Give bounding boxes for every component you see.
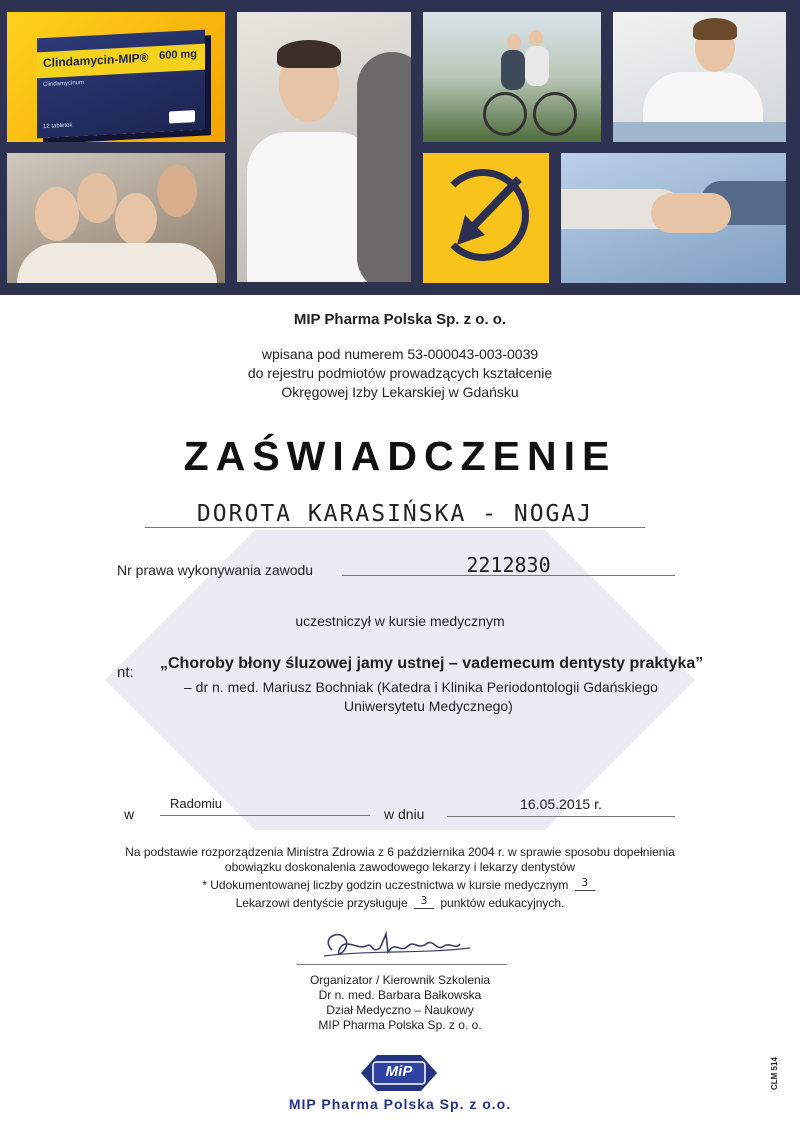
legal-line-2: obowiązku doskonalenia zawodowego lekarzy i lekarzy dentystów [224, 860, 576, 874]
signatory-company: MIP Pharma Polska Sp. z o. o. [318, 1018, 482, 1032]
points-value: 3 [414, 893, 434, 909]
mip-logo-text: MiP [385, 1063, 413, 1080]
signatory-department: Dział Medyczno – Naukowy [326, 1003, 474, 1017]
cyclists-photo [423, 12, 601, 142]
document-code: CLM 514 [770, 1057, 779, 1090]
register-line-1: wpisana pod numerem 53-000043-003-0039 [261, 346, 539, 362]
legal-line-1: Na podstawie rozporządzenia Ministra Zdrowia z 6 października 2004 r. w sprawie sposobu dopełnienia [125, 845, 675, 859]
legal-basis [0, 845, 800, 911]
issuer-registration [0, 345, 800, 402]
points-text-pre: Lekarzowi dentyście przysługuje [235, 896, 408, 910]
legal-line-3 [0, 875, 800, 893]
issuer-company: MIP Pharma Polska Sp. z o. o. [293, 311, 507, 328]
recipient-name: DOROTA KARASIŃSKA - NOGAJ [145, 501, 645, 528]
family-photo [7, 153, 225, 283]
signatory-name: Dr n. med. Barbara Bałkowska [318, 988, 482, 1002]
product-box [37, 30, 205, 139]
product-pack: 12 tabletek [43, 122, 73, 131]
license-label: Nr prawa wykonywania zawodu [117, 562, 314, 578]
product-substance: Clindamycinum [43, 79, 85, 89]
certificate-title: ZAŚWIADCZENIE [183, 433, 617, 479]
hours-text: * Udokumentowanej liczby godzin uczestnictwa w kursie medycznym [202, 878, 569, 892]
product-photo [7, 12, 225, 142]
arrow-tile [423, 153, 549, 283]
signatory-role: Organizator / Kierownik Szkolenia [309, 973, 491, 987]
lab-scientist-photo [613, 12, 786, 142]
footer-company: MIP Pharma Polska Sp. z o.o. [288, 1096, 512, 1112]
product-name: Clindamycin-MIP® [43, 50, 149, 71]
topic-label: nt: [117, 664, 134, 681]
place-label: w [124, 806, 135, 822]
course-lecturer-cont: Uniwersytetu Medycznego) [344, 698, 513, 714]
date-label: w dniu [384, 806, 425, 822]
mip-logo [361, 1055, 437, 1091]
register-line-3: Okręgowej Izby Lekarskiej w Gdańsku [281, 384, 519, 400]
license-number: 2212830 [342, 553, 675, 576]
signatory-block [0, 973, 800, 1033]
product-dose: 600 mg [159, 48, 197, 63]
date-value: 16.05.2015 r. [447, 796, 675, 817]
participation-text: uczestniczył w kursie medycznym [295, 613, 505, 629]
product-logo-icon [169, 110, 195, 123]
header-photo-collage [0, 0, 800, 295]
place-value: Radomiu [160, 796, 370, 816]
handshake-photo [561, 153, 786, 283]
course-lecturer: – dr n. med. Mariusz Bochniak (Katedra i Klinika Periodontologii Gdańskiego [184, 679, 658, 695]
legal-line-4 [0, 893, 800, 911]
register-line-2: do rejestru podmiotów prowadzących kształcenie [247, 365, 553, 381]
course-title: „Choroby błony śluzowej jamy ustnej – vademecum dentysty praktyka” [160, 655, 704, 672]
arrow-icon [423, 153, 549, 283]
doctor-photo [237, 12, 411, 282]
signature-line [297, 964, 507, 965]
handwritten-signature [310, 920, 500, 968]
points-text-post: punktów edukacyjnych. [440, 896, 565, 910]
hours-value: 3 [575, 875, 595, 891]
